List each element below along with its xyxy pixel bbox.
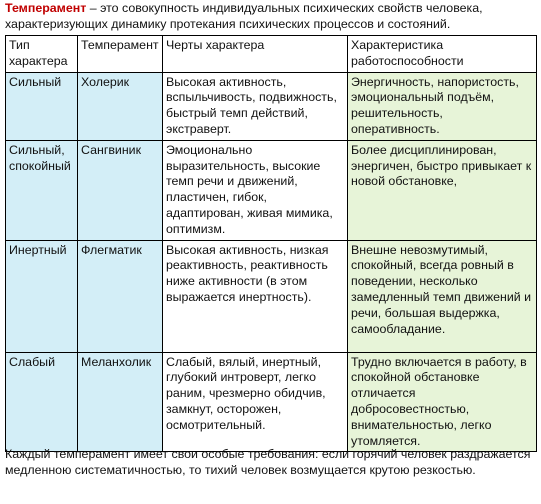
- cell-type: Сильный: [6, 72, 78, 140]
- cell-type: Слабый: [6, 352, 78, 452]
- cell-temperament: Холерик: [78, 72, 163, 140]
- cell-traits: Высокая активность, вспыльчивость, подвижность, быстрый темп действий, экстраверт.: [163, 72, 348, 140]
- cell-work-capacity: Энергичность, напористость, эмоциональный подъём, решительность, оперативность.: [348, 72, 537, 140]
- header-traits: Черты характера: [163, 36, 348, 73]
- temperament-table: [5, 35, 537, 452]
- header-type: Тип характера: [6, 36, 78, 73]
- cell-temperament: Меланхолик: [78, 352, 163, 452]
- cell-traits: Высокая активность, низкая реактивность, реактивность ниже активности (в этом выражается инертность).: [163, 240, 348, 352]
- cell-type: Инертный: [6, 240, 78, 352]
- cell-type: Сильный, спокойный: [6, 140, 78, 240]
- header-work-capacity: Характеристика работоспособности: [348, 36, 537, 73]
- table-row: [6, 72, 537, 140]
- intro-definition-line1: – это совокупность индивидуальных психических свойств человека,: [86, 1, 483, 15]
- table-row: [6, 240, 537, 352]
- intro-term: Темперамент: [5, 1, 87, 15]
- cell-work-capacity: Внешне невозмутимый, спокойный, всегда ровный в поведении, несколько замедленный темп движений и речи, большая выдержка, самообладание.: [348, 240, 537, 352]
- cell-traits: Эмоционально выразительность, высокие темп речи и движений, пластичен, гибок, адаптирован, живая мимика, оптимизм.: [163, 140, 348, 240]
- intro-paragraph: [5, 1, 537, 33]
- table-header-row: [6, 36, 537, 73]
- outro-paragraph: Каждый темперамент имеет свои особые требования: если горячий человек раздражается медленною систематичностью, то тихий человек возмущается крутою резкостью.: [5, 447, 531, 477]
- table-row: [6, 352, 537, 452]
- header-temperament: Темперамент: [78, 36, 163, 73]
- cell-work-capacity: Трудно включается в работу, в спокойной обстановке отличается добросовестностью, внимательностью, легко утомляется.: [348, 352, 537, 452]
- cell-temperament: Сангвиник: [78, 140, 163, 240]
- table-row: [6, 140, 537, 240]
- cell-traits: Слабый, вялый, инертный, глубокий интроверт, легко раним, чрезмерно обидчив, замкнут, осторожен, осмотрительный.: [163, 352, 348, 452]
- cell-temperament: Флегматик: [78, 240, 163, 352]
- intro-definition-line2: характеризующих динамику протекания психических процессов и состояний.: [5, 16, 451, 31]
- cell-work-capacity: Более дисциплинирован, энергичен, быстро привыкает к новой обстановке,: [348, 140, 537, 240]
